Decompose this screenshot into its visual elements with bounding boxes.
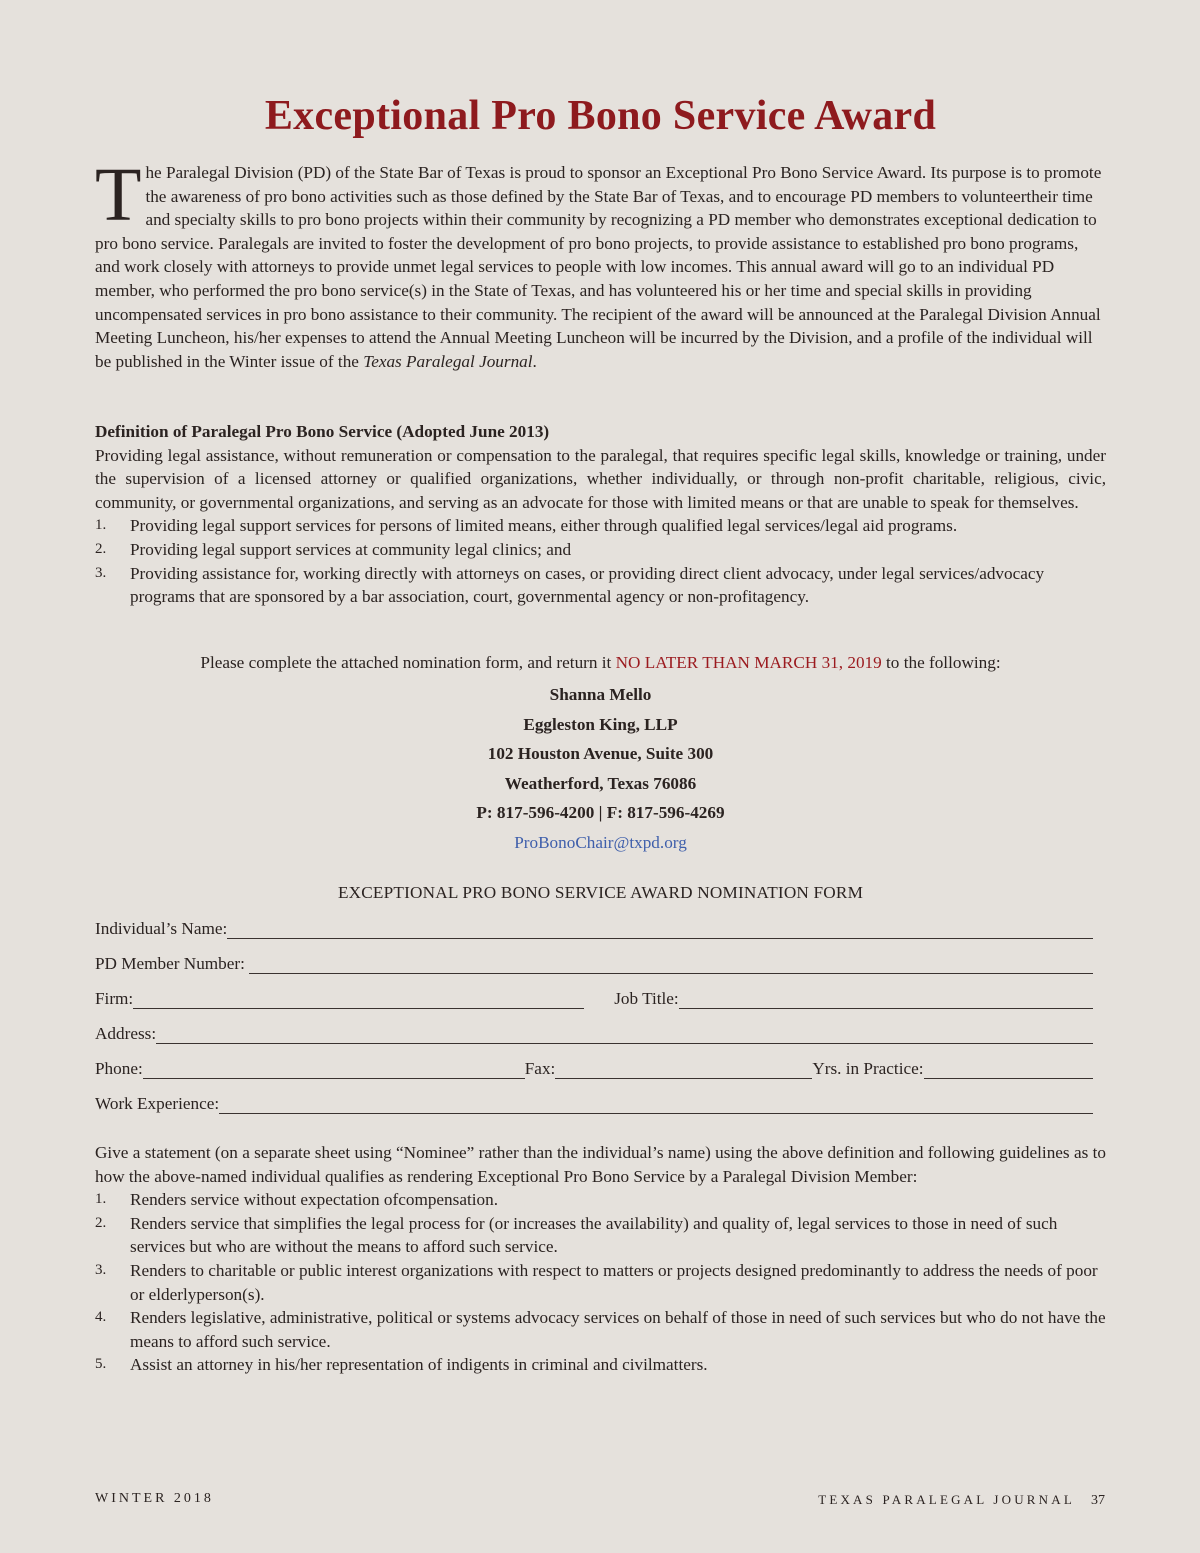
return-instructions xyxy=(95,651,1106,675)
list-text: Renders to charitable or public interest organizations with respect to matters or projects designed predominantly to address the needs of poor or elderlyperson(s). xyxy=(130,1260,1098,1304)
list-text: Providing assistance for, working directly with attorneys on cases, or providing direct client advocacy, under legal services/advocacy programs that are sponsored by a bar association, court, governmental agency or non-profitagency. xyxy=(130,563,1045,607)
list-item xyxy=(95,1259,1106,1306)
form-title: EXCEPTIONAL PRO BONO SERVICE AWARD NOMINATION FORM xyxy=(337,883,864,902)
list-item xyxy=(95,538,1106,562)
statement-section xyxy=(95,1141,1106,1377)
member-number-field[interactable] xyxy=(249,955,1093,974)
drop-cap: T xyxy=(95,153,142,237)
contact-phone-fax: P: 817-596-4200 | F: 817-596-4269 xyxy=(476,803,725,822)
footer-journal-name: TEXAS PARALEGAL JOURNAL xyxy=(818,1492,1075,1507)
guidelines-list xyxy=(95,1188,1106,1377)
list-number: 3. xyxy=(95,1261,107,1278)
list-text: Providing legal support services at community legal clinics; and xyxy=(130,539,572,559)
list-number: 2. xyxy=(95,540,107,557)
journal-name: Texas Paralegal Journal xyxy=(363,351,533,371)
years-field[interactable] xyxy=(924,1060,1093,1079)
fax-field[interactable] xyxy=(555,1060,812,1079)
definition-section xyxy=(95,420,1106,609)
list-text: Providing legal support services for persons of limited means, either through qualified legal services/legal aid programs. xyxy=(130,516,958,536)
page-title: Exceptional Pro Bono Service Award xyxy=(264,93,937,139)
experience-field[interactable] xyxy=(219,1095,1093,1114)
name-field[interactable] xyxy=(227,920,1093,939)
intro-paragraph xyxy=(95,153,1106,373)
member-label: PD Member Number: xyxy=(95,954,245,973)
intro-text: he Paralegal Division (PD) of the State Bar of Texas is proud to sponsor an Exceptional Pro Bono Service Award. Its purpose is to promote the awareness of pro bono activities such as those defined by the State Bar of Texas, and to encourage PD members to volunteertheir time and specialty skills to pro bono projects within their community by recognizing a PD member who demonstrates exceptional dedication to pro bono service. Paralegals are invited to foster the development of pro bono projects, to provide assistance to established pro bono programs, and work closely with attorneys to provide unmet legal services to people with low incomes. This annual award will go to an individual PD member, who performed the pro bono service(s) in the State of Texas, and has volunteered his or her time and special skills in providing uncompensated services in pro bono assistance to their community. The recipient of the award will be announced at the Paralegal Division Annual Meeting Luncheon, his/her expenses to attend the Annual Meeting Luncheon will be incurred by the Division, and a profile of the individual will be published in the Winter issue of the xyxy=(95,163,1102,371)
list-item xyxy=(95,562,1106,609)
experience-label: Work Experience: xyxy=(95,1094,220,1113)
contact-street: 102 Houston Avenue, Suite 300 xyxy=(487,744,714,763)
name-row xyxy=(95,915,1093,939)
list-item xyxy=(95,1212,1106,1259)
phone-label: Phone: xyxy=(95,1059,143,1078)
return-text-before: Please complete the attached nomination form, and return it xyxy=(200,653,616,672)
firm-row xyxy=(95,985,1093,1009)
list-number: 1. xyxy=(95,517,107,534)
list-text: Renders service without expectation ofcompensation. xyxy=(130,1190,498,1210)
phone-field[interactable] xyxy=(143,1060,525,1079)
years-label: Yrs. in Practice: xyxy=(812,1059,924,1078)
address-row xyxy=(95,1020,1093,1044)
list-item xyxy=(95,1188,1106,1212)
list-item xyxy=(95,1306,1106,1353)
list-number: 3. xyxy=(95,564,107,581)
list-text: Renders service that simplifies the legal process for (or increases the availability) and quality of, legal services to those in need of such services but who are without the means to afford such service. xyxy=(130,1213,1058,1257)
definition-heading: Definition of Paralegal Pro Bono Service (Adopted June 2013) xyxy=(95,422,550,441)
deadline: NO LATER THAN MARCH 31, 2019 xyxy=(615,653,882,672)
job-title-label: Job Title: xyxy=(614,989,679,1008)
phone-row xyxy=(95,1055,1093,1079)
firm-label: Firm: xyxy=(95,989,134,1008)
definition-text: Providing legal assistance, without remuneration or compensation to the paralegal, that requires specific legal skills, knowledge or training, under the supervision of a licensed attorney or qualified organizations, whether individually, or through non-profit charitable, religious, civic, community, or governmental organizations, and serving as an advocate for those with limited means or that are unable to speak for themselves. xyxy=(95,445,1106,512)
fax-label: Fax: xyxy=(524,1059,556,1078)
contact-address xyxy=(95,680,1106,857)
definition-list xyxy=(95,514,1106,608)
name-label: Individual’s Name: xyxy=(95,919,228,938)
footer-issue: WINTER 2018 xyxy=(95,1491,214,1506)
intro-end: . xyxy=(532,351,537,371)
list-text: Assist an attorney in his/her representation of indigents in criminal and civilmatters. xyxy=(130,1355,708,1375)
list-number: 5. xyxy=(95,1356,107,1373)
contact-city: Weatherford, Texas 76086 xyxy=(504,773,697,793)
experience-row xyxy=(95,1090,1093,1114)
list-text: Renders legislative, administrative, political or systems advocacy services on behalf of those in need of such services but who do not have the means to afford such service. xyxy=(130,1308,1106,1351)
address-label: Address: xyxy=(95,1024,157,1043)
member-row xyxy=(95,950,1093,974)
page-number: 37 xyxy=(1091,1493,1105,1508)
firm-field[interactable] xyxy=(133,990,584,1009)
list-number: 4. xyxy=(95,1309,107,1326)
contact-email-link[interactable]: ProBonoChair@txpd.org xyxy=(514,832,687,852)
list-item xyxy=(95,514,1106,538)
job-title-field[interactable] xyxy=(679,990,1093,1009)
list-item xyxy=(95,1353,1106,1377)
contact-name: Shanna Mello xyxy=(549,685,652,704)
contact-firm: Eggleston King, LLP xyxy=(523,714,678,734)
list-number: 1. xyxy=(95,1191,107,1208)
address-field[interactable] xyxy=(156,1025,1093,1044)
statement-text: Give a statement (on a separate sheet using “Nominee” rather than the individual’s name) using the above definition and following guidelines as to how the above-named individual qualifies as rendering Exceptional Pro Bono Service by a Paralegal Division Member: xyxy=(95,1143,1106,1186)
footer-journal xyxy=(818,1492,1105,1509)
list-number: 2. xyxy=(95,1214,107,1231)
return-text-after: to the following: xyxy=(881,653,1001,672)
